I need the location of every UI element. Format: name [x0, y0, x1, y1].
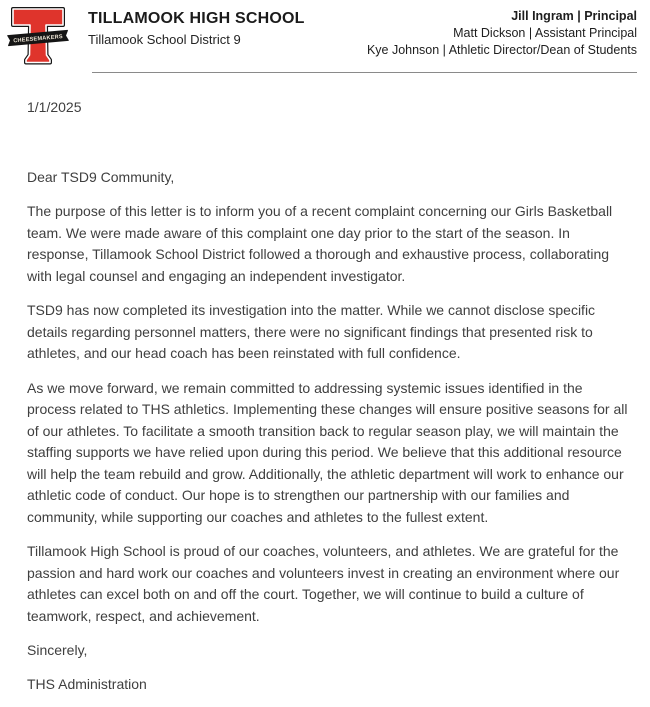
letterhead [88, 10, 305, 47]
salutation: Dear TSD9 Community, [27, 168, 175, 185]
cheesemakers-t-icon [7, 4, 69, 70]
staff-line-principal: Jill Ingram | Principal [511, 9, 637, 23]
district-name: Tillamook School District 9 [88, 32, 241, 47]
paragraph-gratitude: Tillamook High School is proud of our coaches, volunteers, and athletes. We are grateful for the passion and hard work our coaches and volunteers invest in creating an environment where our athletes can excel both on and off the court. Together, we will continue to build a culture of teamwork, respect, and achievement. [27, 543, 620, 624]
paragraph-complaint-notice: The purpose of this letter is to inform you of a recent complaint concerning our Girls Basketball team. We were made aware of this complaint one day prior to the start of the season. In response, Tillamook School District followed a thorough and exhaustive process, collaborating with legal counsel and engaging an independent investigator. [27, 203, 613, 284]
school-logo-icon [7, 4, 69, 70]
letter-body [27, 73, 631, 695]
letter-date: 1/1/2025 [27, 99, 82, 115]
staff-directory [367, 8, 637, 59]
paragraph-investigation-result: TSD9 has now completed its investigation into the matter. While we cannot disclose specific details regarding personnel matters, there were no significant findings that presented risk to athletes, and our head coach has been reinstated with full confidence. [27, 302, 596, 361]
paragraph-moving-forward: As we move forward, we remain committed to addressing systemic issues identified in the process related to THS athletics. Implementing these changes will ensure positive seasons for all of our athletes. To facilitate a smooth transition back to regular season play, we will maintain the staffing supports we have relied upon during this period. We believe that this additional resource will help the team rebuild and grow. Additionally, the athletic department will work to enhance our athletic code of conduct. Our hope is to strengthen our partnership with our families and community, while supporting our coaches and athletes to the fullest extent. [27, 379, 628, 525]
school-name: TILLAMOOK HIGH SCHOOL [88, 10, 305, 27]
staff-line-assistant-principal: Matt Dickson | Assistant Principal [453, 26, 637, 40]
signature: THS Administration [27, 675, 147, 692]
banner-ribbon-icon [8, 30, 69, 45]
staff-line-athletic-director: Kye Johnson | Athletic Director/Dean of Students [366, 43, 637, 57]
closing: Sincerely, [27, 642, 88, 658]
banner-text: CHEESEMAKERS [13, 34, 64, 45]
